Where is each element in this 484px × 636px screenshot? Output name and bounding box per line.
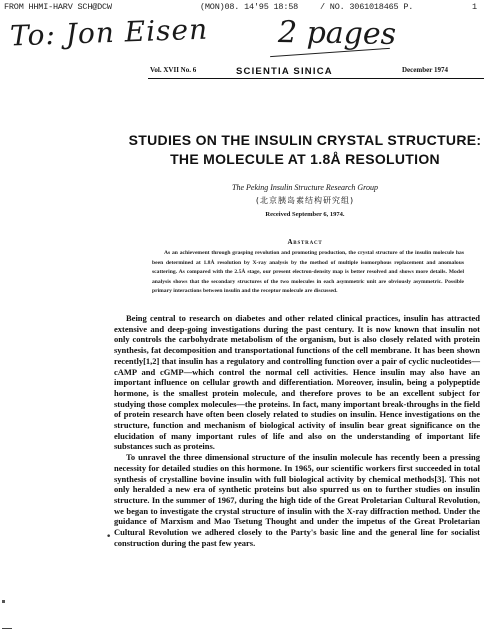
scan-mark	[2, 628, 12, 629]
handwritten-recipient: To: Jon Eisen	[9, 12, 209, 53]
issue-date: December 1974	[402, 66, 448, 74]
author-group: The Peking Insulin Structure Research Group	[232, 183, 378, 192]
journal-name: SCIENTIA SINICA	[236, 66, 333, 77]
abstract-text: As an achievement through grasping revolution and promoting production, the crystal structure of the insulin molecule has been determined at 1.8Å resolution by X-ray analysis by the method of multiple isomorphous replacement and anomalous scattering. As compared with the 2.5Å stage, our present electron-density map is better resolved and shows more details. Model analysis shows that the secondary structures of the two molecules in each asymmetric unit are obviously asymmetric. Possible primary interactions between insulin and the receptor molecule are discussed.	[152, 250, 464, 295]
volume-label: Vol. XVII No. 6	[150, 66, 197, 74]
article-title-line-1: STUDIES ON THE INSULIN CRYSTAL STRUCTURE:	[128, 132, 482, 148]
handwritten-pages: 2 pages	[277, 14, 397, 53]
fax-number: / NO. 3061018465 P.	[320, 2, 414, 12]
body-paragraph-2: To unravel the three dimensional structure of the insulin molecule has recently been a pressing necessity for detailed studies on this hormone. In 1965, our scientific workers first succeeded in total synthesis of crystalline bovine insulin with full biological activity by chemical methods[3]. This not only heralded a new era of synthetic proteins but also spurred us on to further studies on insulin structure. In the summer of 1967, during the high tide of the Great Proletarian Cultural Revolution, we began to investigate the crystal structure of insulin with the X-ray diffraction method. Under the guidance of Marxism and Mao Tsetung Thought and under the impetus of the Great Proletarian Cultural Revolution we adhered closely to the Party's basic line and the general line for socialist construction during the past few years.	[114, 452, 480, 548]
body-text	[114, 313, 480, 548]
abstract-heading: Abstract	[287, 238, 323, 246]
body-paragraph-1: Being central to research on diabetes and other related clinical practices, insulin has attracted extensive and deep-going investigations during the past century. It is now known that insulin not only controls the carbohydrate metabolism of the organism, but is also closely related with protein synthesis, fat decomposition and transportational functions of the cell membrane. It has been shown recently[1,2] that insulin has a regulatory and controlling function over a pair of cyclic nucleotides—cAMP and cGMP—which control the normal cell activities. Hence insulin may also have an important influence on cellular growth and differentiation. Moreover, insulin, being a polypeptide hormone, is the smallest protein molecule, and therefore proves to be an excellent subject for studying those complex molecules—the proteins. In fact, many important break-throughs in the field of protein research have often been closely related to studies on insulin. Hence investigations on the structure, function and mechanism of biological activity of insulin bear great significance on the elucidation of many important rules of life and also on the understanding of important life substances such as proteins.	[114, 313, 480, 452]
author-group-chinese: (北京胰岛素结构研究组)	[255, 196, 355, 205]
article-title-line-2: THE MOLECULE AT 1.8Å RESOLUTION	[170, 151, 440, 167]
fax-header	[4, 2, 480, 16]
scan-speck	[2, 600, 5, 603]
received-date: Received September 6, 1974.	[265, 211, 345, 218]
fax-datetime: (MON)08. 14'95 18:58	[200, 2, 299, 12]
header-rule	[148, 78, 484, 79]
margin-dot: •	[106, 532, 112, 542]
fax-sender: FROM HHMI-HARV SCH@DCW	[4, 2, 112, 12]
fax-page: 1	[472, 2, 477, 12]
abstract-block	[152, 249, 464, 297]
